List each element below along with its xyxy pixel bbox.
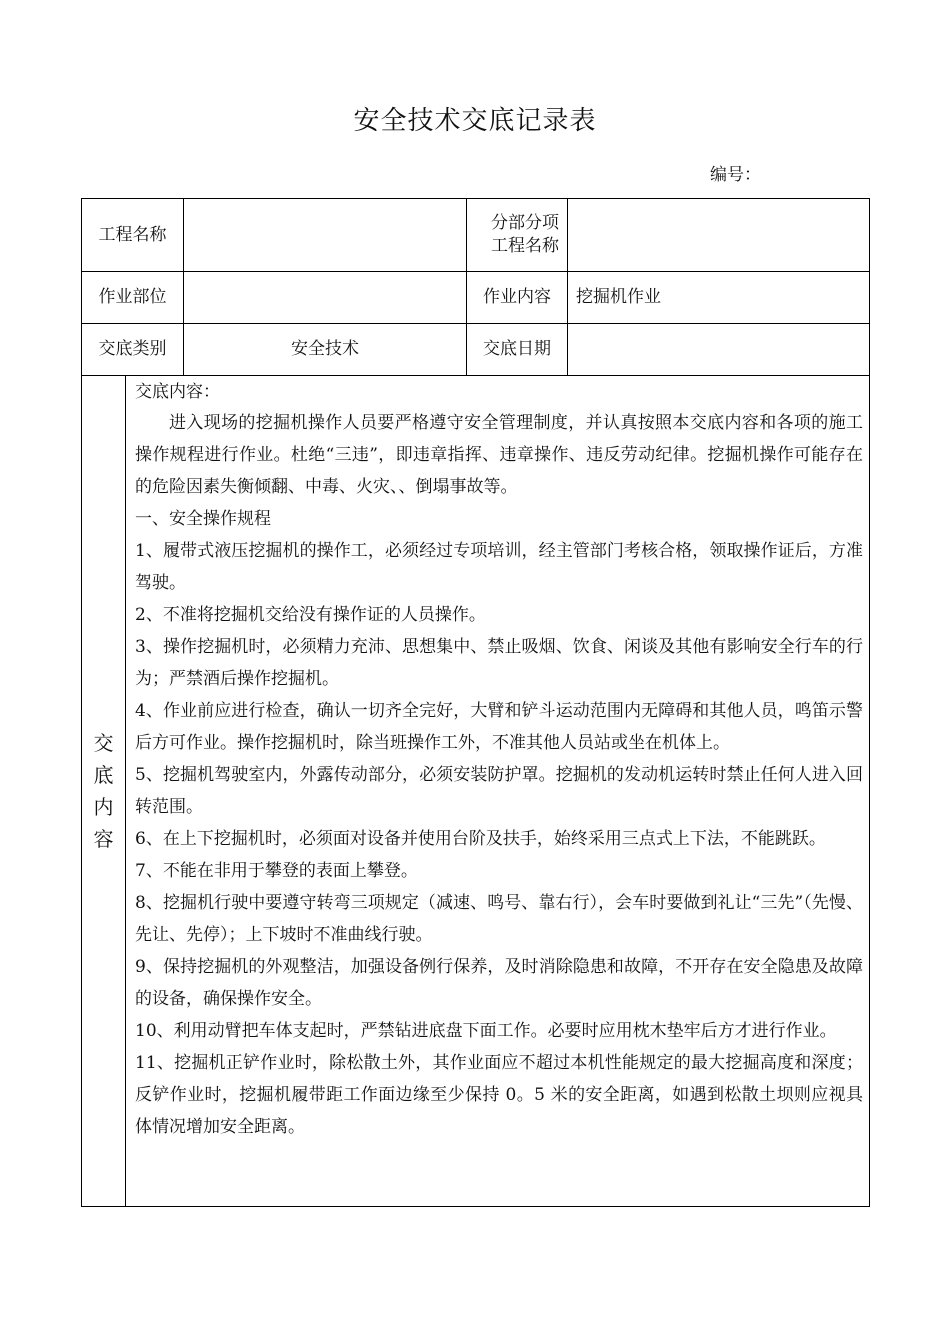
briefing-date-label: 交底日期 bbox=[483, 339, 551, 359]
briefing-side-label bbox=[82, 375, 125, 1207]
document-title: 安全技术交底记录表 bbox=[353, 106, 597, 136]
rule-item: 8、挖掘机行驶中要遵守转弯三项规定（减速、鸣号、靠右行），会车时要做到礼让“三先”（先慢、先让、先停）；上下坡时不准曲线行驶。 bbox=[135, 893, 863, 945]
project-name-label: 工程名称 bbox=[98, 224, 167, 245]
column-divider bbox=[125, 375, 126, 1207]
section-title: 一、安全操作规程 bbox=[135, 509, 271, 529]
briefing-form bbox=[81, 198, 870, 1207]
sub-project-value[interactable] bbox=[568, 199, 869, 271]
sub-project-label bbox=[467, 199, 567, 271]
briefing-content bbox=[135, 379, 863, 1143]
side-label-char: 底 bbox=[93, 763, 114, 787]
briefing-heading: 交底内容： bbox=[135, 382, 220, 402]
sub-project-label-line1: 分部分项 bbox=[491, 213, 559, 233]
rule-item: 4、作业前应进行检查，确认一切齐全完好，大臂和铲斗运动范围内无障碍和其他人员，鸣笛示警后方可作业。操作挖掘机时，除当班操作工外，不准其他人员站或坐在机体上。 bbox=[135, 701, 863, 753]
rule-item: 1、履带式液压挖掘机的操作工，必须经过专项培训，经主管部门考核合格，领取操作证后，方准驾驶。 bbox=[135, 541, 863, 593]
rule-item: 10、利用动臂把车体支起时，严禁钻进底盘下面工作。必要时应用枕木垫牢后方才进行作业。 bbox=[135, 1021, 837, 1041]
rule-item: 6、在上下挖掘机时，必须面对设备并使用台阶及扶手，始终采用三点式上下法，不能跳跃。 bbox=[135, 829, 826, 849]
sub-project-label-line2: 工程名称 bbox=[491, 236, 559, 256]
rule-item: 2、不准将挖掘机交给没有操作证的人员操作。 bbox=[135, 605, 486, 625]
rule-item: 5、挖掘机驾驶室内，外露传动部分，必须安装防护罩。挖掘机的发动机运转时禁止任何人进入回转范围。 bbox=[135, 765, 863, 817]
document-number-label: 编号： bbox=[710, 165, 761, 185]
work-location-value[interactable] bbox=[184, 272, 466, 323]
project-name-value[interactable] bbox=[184, 199, 466, 271]
briefing-date-value[interactable] bbox=[568, 324, 869, 375]
rule-item: 7、不能在非用于攀登的表面上攀登。 bbox=[135, 861, 418, 881]
row-divider bbox=[82, 375, 869, 376]
side-label-char: 容 bbox=[93, 827, 114, 851]
work-location-label: 作业部位 bbox=[98, 287, 167, 307]
side-label-char: 交 bbox=[93, 731, 114, 755]
briefing-type-label: 交底类别 bbox=[98, 339, 167, 359]
work-content-label: 作业内容 bbox=[483, 287, 551, 307]
rule-item: 11、挖掘机正铲作业时，除松散土外，其作业面应不超过本机性能规定的最大挖掘高度和深度；反铲作业时，挖掘机履带距工作面边缘至少保持 0。5 米的安全距离，如遇到松散土坝则应视具体情况增加安全距离。 bbox=[135, 1053, 863, 1137]
briefing-type-value[interactable]: 安全技术 bbox=[291, 339, 359, 359]
rule-item: 9、保持挖掘机的外观整洁，加强设备例行保养，及时消除隐患和故障，不开存在安全隐患及故障的设备，确保操作安全。 bbox=[135, 957, 863, 1009]
briefing-intro: 进入现场的挖掘机操作人员要严格遵守安全管理制度，并认真按照本交底内容和各项的施工操作规程进行作业。杜绝“三违”，即违章指挥、违章操作、违反劳动纪律。挖掘机操作可能存在的危险因素失衡倾翻、中毒、火灾、、倒塌事故等。 bbox=[135, 413, 863, 497]
rule-item: 3、操作挖掘机时，必须精力充沛、思想集中、禁止吸烟、饮食、闲谈及其他有影响安全行车的行为；严禁酒后操作挖掘机。 bbox=[135, 637, 863, 689]
work-content-value[interactable]: 挖掘机作业 bbox=[576, 287, 661, 307]
side-label-char: 内 bbox=[93, 795, 114, 819]
